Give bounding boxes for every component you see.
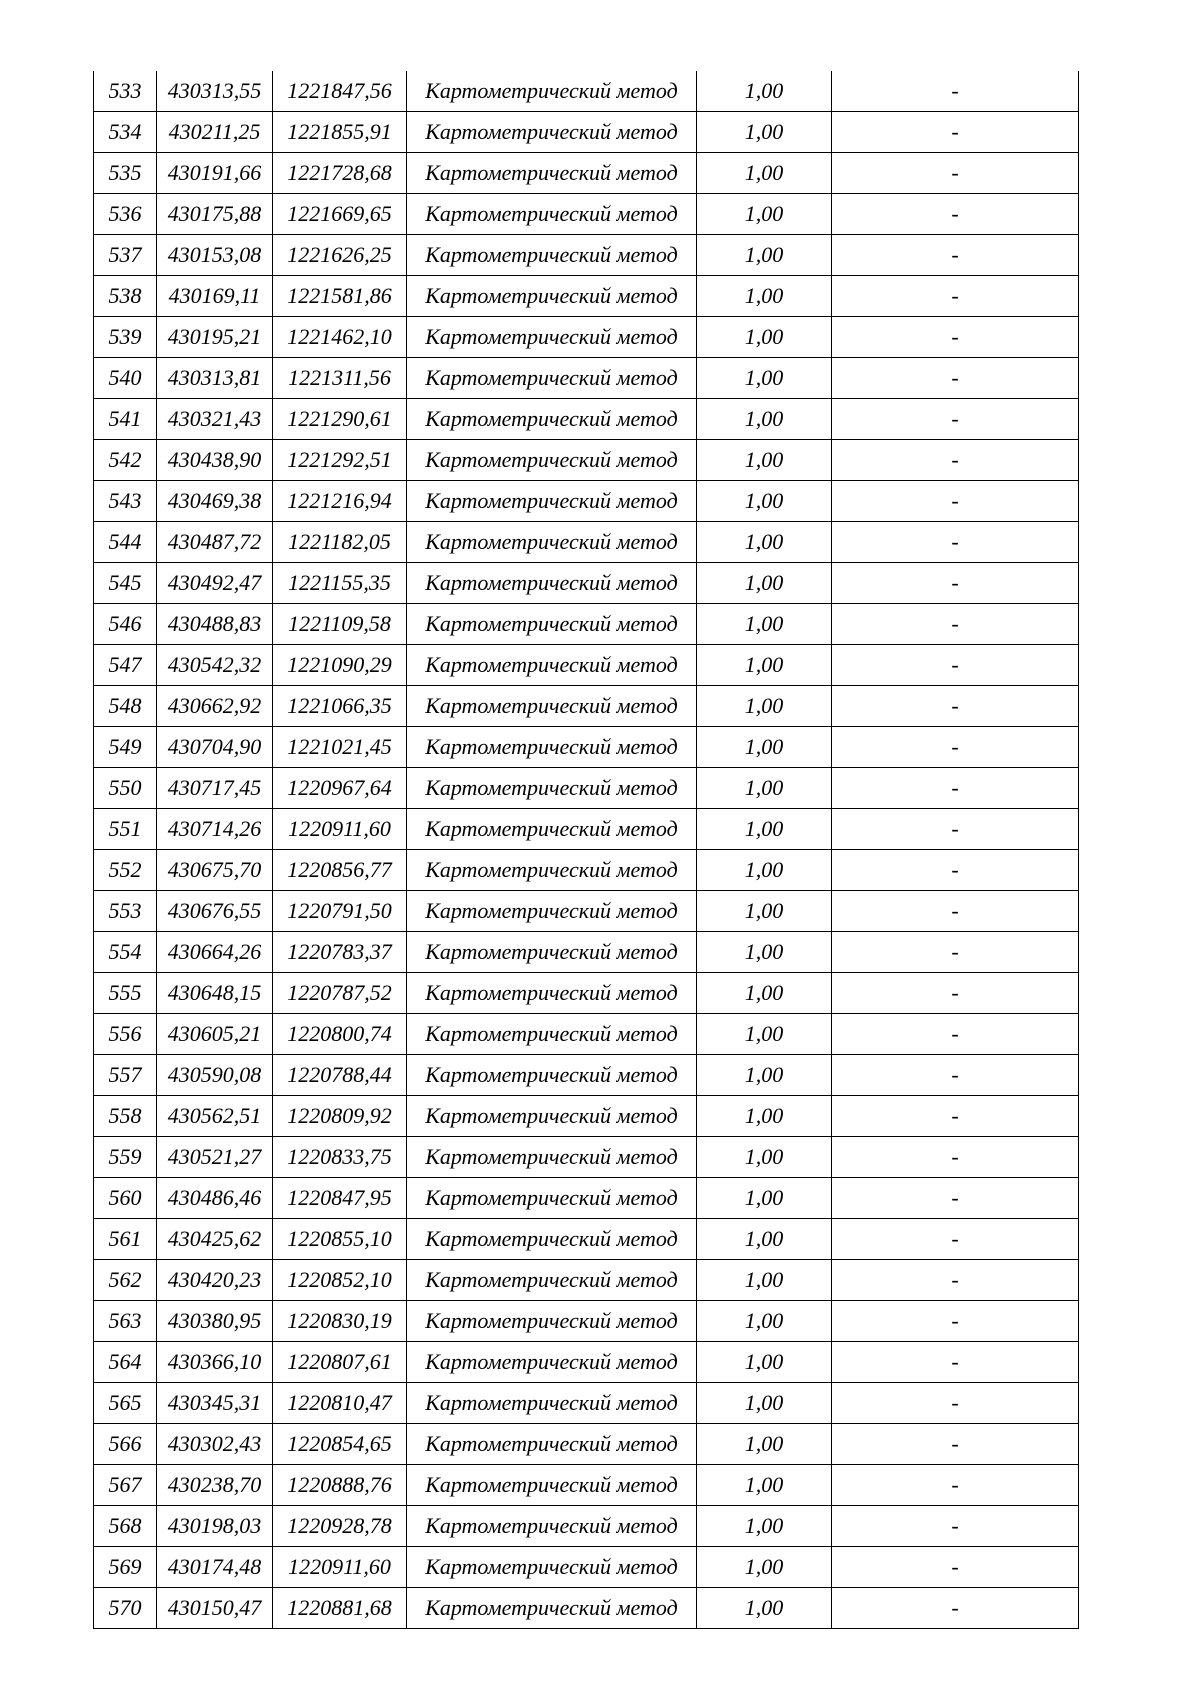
accuracy-cell: 1,00	[697, 1055, 832, 1096]
accuracy-cell: 1,00	[697, 973, 832, 1014]
point-number-cell: 550	[94, 768, 157, 809]
point-number-cell: 536	[94, 194, 157, 235]
x-coordinate-cell: 430542,32	[157, 645, 273, 686]
y-coordinate-cell: 1220928,78	[273, 1506, 407, 1547]
point-number-cell: 535	[94, 153, 157, 194]
point-number-cell: 540	[94, 358, 157, 399]
x-coordinate-cell: 430191,66	[157, 153, 273, 194]
method-cell: Картометрический метод	[407, 481, 697, 522]
accuracy-cell: 1,00	[697, 686, 832, 727]
table-row	[94, 1301, 1079, 1342]
method-cell: Картометрический метод	[407, 686, 697, 727]
method-cell: Картометрический метод	[407, 1301, 697, 1342]
accuracy-cell: 1,00	[697, 71, 832, 112]
method-cell: Картометрический метод	[407, 1383, 697, 1424]
method-cell: Картометрический метод	[407, 1424, 697, 1465]
point-number-cell: 546	[94, 604, 157, 645]
y-coordinate-cell: 1221090,29	[273, 645, 407, 686]
table-row	[94, 481, 1079, 522]
table-row	[94, 809, 1079, 850]
table-row	[94, 71, 1079, 112]
y-coordinate-cell: 1220881,68	[273, 1588, 407, 1629]
point-number-cell: 539	[94, 317, 157, 358]
x-coordinate-cell: 430487,72	[157, 522, 273, 563]
point-number-cell: 554	[94, 932, 157, 973]
point-number-cell: 533	[94, 71, 157, 112]
y-coordinate-cell: 1220791,50	[273, 891, 407, 932]
y-coordinate-cell: 1221155,35	[273, 563, 407, 604]
coordinates-table	[93, 71, 1079, 1629]
accuracy-cell: 1,00	[697, 768, 832, 809]
point-number-cell: 563	[94, 1301, 157, 1342]
point-number-cell: 558	[94, 1096, 157, 1137]
table-row	[94, 1096, 1079, 1137]
accuracy-cell: 1,00	[697, 522, 832, 563]
table-row	[94, 235, 1079, 276]
table-row	[94, 1055, 1079, 1096]
point-number-cell: 541	[94, 399, 157, 440]
point-number-cell: 559	[94, 1137, 157, 1178]
method-cell: Картометрический метод	[407, 1055, 697, 1096]
method-cell: Картометрический метод	[407, 276, 697, 317]
description-cell: -	[832, 1424, 1079, 1465]
table-row	[94, 1342, 1079, 1383]
accuracy-cell: 1,00	[697, 1137, 832, 1178]
x-coordinate-cell: 430169,11	[157, 276, 273, 317]
method-cell: Картометрический метод	[407, 1014, 697, 1055]
accuracy-cell: 1,00	[697, 645, 832, 686]
x-coordinate-cell: 430302,43	[157, 1424, 273, 1465]
description-cell: -	[832, 481, 1079, 522]
y-coordinate-cell: 1220807,61	[273, 1342, 407, 1383]
x-coordinate-cell: 430714,26	[157, 809, 273, 850]
description-cell: -	[832, 358, 1079, 399]
description-cell: -	[832, 317, 1079, 358]
table-row	[94, 1219, 1079, 1260]
accuracy-cell: 1,00	[697, 932, 832, 973]
point-number-cell: 565	[94, 1383, 157, 1424]
accuracy-cell: 1,00	[697, 358, 832, 399]
method-cell: Картометрический метод	[407, 1506, 697, 1547]
x-coordinate-cell: 430469,38	[157, 481, 273, 522]
y-coordinate-cell: 1221311,56	[273, 358, 407, 399]
x-coordinate-cell: 430425,62	[157, 1219, 273, 1260]
point-number-cell: 569	[94, 1547, 157, 1588]
method-cell: Картометрический метод	[407, 645, 697, 686]
table-row	[94, 850, 1079, 891]
description-cell: -	[832, 1547, 1079, 1588]
point-number-cell: 556	[94, 1014, 157, 1055]
method-cell: Картометрический метод	[407, 1219, 697, 1260]
accuracy-cell: 1,00	[697, 1014, 832, 1055]
x-coordinate-cell: 430150,47	[157, 1588, 273, 1629]
table-row	[94, 645, 1079, 686]
point-number-cell: 564	[94, 1342, 157, 1383]
x-coordinate-cell: 430648,15	[157, 973, 273, 1014]
point-number-cell: 567	[94, 1465, 157, 1506]
x-coordinate-cell: 430153,08	[157, 235, 273, 276]
point-number-cell: 549	[94, 727, 157, 768]
method-cell: Картометрический метод	[407, 891, 697, 932]
x-coordinate-cell: 430198,03	[157, 1506, 273, 1547]
description-cell: -	[832, 1137, 1079, 1178]
y-coordinate-cell: 1220847,95	[273, 1178, 407, 1219]
y-coordinate-cell: 1220856,77	[273, 850, 407, 891]
description-cell: -	[832, 891, 1079, 932]
accuracy-cell: 1,00	[697, 1547, 832, 1588]
x-coordinate-cell: 430211,25	[157, 112, 273, 153]
point-number-cell: 560	[94, 1178, 157, 1219]
y-coordinate-cell: 1220854,65	[273, 1424, 407, 1465]
accuracy-cell: 1,00	[697, 276, 832, 317]
table-row	[94, 604, 1079, 645]
point-number-cell: 566	[94, 1424, 157, 1465]
method-cell: Картометрический метод	[407, 194, 697, 235]
point-number-cell: 562	[94, 1260, 157, 1301]
table-row	[94, 153, 1079, 194]
y-coordinate-cell: 1220810,47	[273, 1383, 407, 1424]
description-cell: -	[832, 973, 1079, 1014]
accuracy-cell: 1,00	[697, 1342, 832, 1383]
x-coordinate-cell: 430717,45	[157, 768, 273, 809]
description-cell: -	[832, 563, 1079, 604]
description-cell: -	[832, 850, 1079, 891]
point-number-cell: 561	[94, 1219, 157, 1260]
accuracy-cell: 1,00	[697, 850, 832, 891]
x-coordinate-cell: 430313,55	[157, 71, 273, 112]
table-row	[94, 768, 1079, 809]
accuracy-cell: 1,00	[697, 1588, 832, 1629]
method-cell: Картометрический метод	[407, 1137, 697, 1178]
description-cell: -	[832, 604, 1079, 645]
y-coordinate-cell: 1220787,52	[273, 973, 407, 1014]
accuracy-cell: 1,00	[697, 481, 832, 522]
y-coordinate-cell: 1220852,10	[273, 1260, 407, 1301]
table-row	[94, 522, 1079, 563]
description-cell: -	[832, 1096, 1079, 1137]
accuracy-cell: 1,00	[697, 112, 832, 153]
table-row	[94, 563, 1079, 604]
point-number-cell: 543	[94, 481, 157, 522]
method-cell: Картометрический метод	[407, 809, 697, 850]
description-cell: -	[832, 1506, 1079, 1547]
table-row	[94, 1014, 1079, 1055]
y-coordinate-cell: 1220911,60	[273, 1547, 407, 1588]
y-coordinate-cell: 1220783,37	[273, 932, 407, 973]
point-number-cell: 538	[94, 276, 157, 317]
description-cell: -	[832, 399, 1079, 440]
description-cell: -	[832, 932, 1079, 973]
method-cell: Картометрический метод	[407, 1588, 697, 1629]
accuracy-cell: 1,00	[697, 604, 832, 645]
method-cell: Картометрический метод	[407, 522, 697, 563]
table-row	[94, 112, 1079, 153]
y-coordinate-cell: 1221292,51	[273, 440, 407, 481]
table-row	[94, 1383, 1079, 1424]
accuracy-cell: 1,00	[697, 1465, 832, 1506]
point-number-cell: 542	[94, 440, 157, 481]
table-row	[94, 932, 1079, 973]
point-number-cell: 553	[94, 891, 157, 932]
x-coordinate-cell: 430380,95	[157, 1301, 273, 1342]
description-cell: -	[832, 1342, 1079, 1383]
y-coordinate-cell: 1220830,19	[273, 1301, 407, 1342]
method-cell: Картометрический метод	[407, 1342, 697, 1383]
x-coordinate-cell: 430492,47	[157, 563, 273, 604]
method-cell: Картометрический метод	[407, 440, 697, 481]
description-cell: -	[832, 1301, 1079, 1342]
method-cell: Картометрический метод	[407, 563, 697, 604]
x-coordinate-cell: 430562,51	[157, 1096, 273, 1137]
method-cell: Картометрический метод	[407, 932, 697, 973]
y-coordinate-cell: 1220800,74	[273, 1014, 407, 1055]
description-cell: -	[832, 153, 1079, 194]
description-cell: -	[832, 276, 1079, 317]
y-coordinate-cell: 1221182,05	[273, 522, 407, 563]
description-cell: -	[832, 768, 1079, 809]
x-coordinate-cell: 430321,43	[157, 399, 273, 440]
accuracy-cell: 1,00	[697, 1260, 832, 1301]
x-coordinate-cell: 430366,10	[157, 1342, 273, 1383]
description-cell: -	[832, 1260, 1079, 1301]
y-coordinate-cell: 1221847,56	[273, 71, 407, 112]
point-number-cell: 548	[94, 686, 157, 727]
x-coordinate-cell: 430345,31	[157, 1383, 273, 1424]
y-coordinate-cell: 1221581,86	[273, 276, 407, 317]
y-coordinate-cell: 1221728,68	[273, 153, 407, 194]
description-cell: -	[832, 1465, 1079, 1506]
x-coordinate-cell: 430590,08	[157, 1055, 273, 1096]
x-coordinate-cell: 430313,81	[157, 358, 273, 399]
point-number-cell: 552	[94, 850, 157, 891]
table-row	[94, 440, 1079, 481]
point-number-cell: 555	[94, 973, 157, 1014]
description-cell: -	[832, 645, 1079, 686]
accuracy-cell: 1,00	[697, 440, 832, 481]
y-coordinate-cell: 1220833,75	[273, 1137, 407, 1178]
accuracy-cell: 1,00	[697, 891, 832, 932]
method-cell: Картометрический метод	[407, 604, 697, 645]
y-coordinate-cell: 1220888,76	[273, 1465, 407, 1506]
point-number-cell: 544	[94, 522, 157, 563]
x-coordinate-cell: 430174,48	[157, 1547, 273, 1588]
table-row	[94, 686, 1079, 727]
y-coordinate-cell: 1220911,60	[273, 809, 407, 850]
method-cell: Картометрический метод	[407, 153, 697, 194]
method-cell: Картометрический метод	[407, 71, 697, 112]
accuracy-cell: 1,00	[697, 727, 832, 768]
method-cell: Картометрический метод	[407, 1465, 697, 1506]
y-coordinate-cell: 1221021,45	[273, 727, 407, 768]
table-row	[94, 1178, 1079, 1219]
accuracy-cell: 1,00	[697, 563, 832, 604]
x-coordinate-cell: 430486,46	[157, 1178, 273, 1219]
method-cell: Картометрический метод	[407, 1547, 697, 1588]
y-coordinate-cell: 1220788,44	[273, 1055, 407, 1096]
description-cell: -	[832, 440, 1079, 481]
table-row	[94, 194, 1079, 235]
x-coordinate-cell: 430662,92	[157, 686, 273, 727]
table-row	[94, 1506, 1079, 1547]
point-number-cell: 551	[94, 809, 157, 850]
y-coordinate-cell: 1221109,58	[273, 604, 407, 645]
table-row	[94, 973, 1079, 1014]
x-coordinate-cell: 430704,90	[157, 727, 273, 768]
description-cell: -	[832, 194, 1079, 235]
method-cell: Картометрический метод	[407, 768, 697, 809]
method-cell: Картометрический метод	[407, 112, 697, 153]
description-cell: -	[832, 71, 1079, 112]
x-coordinate-cell: 430676,55	[157, 891, 273, 932]
method-cell: Картометрический метод	[407, 1260, 697, 1301]
description-cell: -	[832, 1014, 1079, 1055]
y-coordinate-cell: 1221462,10	[273, 317, 407, 358]
y-coordinate-cell: 1221626,25	[273, 235, 407, 276]
x-coordinate-cell: 430195,21	[157, 317, 273, 358]
y-coordinate-cell: 1220809,92	[273, 1096, 407, 1137]
point-number-cell: 545	[94, 563, 157, 604]
y-coordinate-cell: 1220967,64	[273, 768, 407, 809]
method-cell: Картометрический метод	[407, 235, 697, 276]
description-cell: -	[832, 809, 1079, 850]
accuracy-cell: 1,00	[697, 399, 832, 440]
accuracy-cell: 1,00	[697, 1178, 832, 1219]
accuracy-cell: 1,00	[697, 194, 832, 235]
x-coordinate-cell: 430488,83	[157, 604, 273, 645]
method-cell: Картометрический метод	[407, 317, 697, 358]
accuracy-cell: 1,00	[697, 1506, 832, 1547]
y-coordinate-cell: 1221066,35	[273, 686, 407, 727]
accuracy-cell: 1,00	[697, 235, 832, 276]
x-coordinate-cell: 430664,26	[157, 932, 273, 973]
point-number-cell: 568	[94, 1506, 157, 1547]
y-coordinate-cell: 1221669,65	[273, 194, 407, 235]
x-coordinate-cell: 430521,27	[157, 1137, 273, 1178]
table-row	[94, 399, 1079, 440]
point-number-cell: 557	[94, 1055, 157, 1096]
point-number-cell: 537	[94, 235, 157, 276]
x-coordinate-cell: 430238,70	[157, 1465, 273, 1506]
method-cell: Картометрический метод	[407, 1096, 697, 1137]
method-cell: Картометрический метод	[407, 358, 697, 399]
method-cell: Картометрический метод	[407, 850, 697, 891]
table-row	[94, 1424, 1079, 1465]
description-cell: -	[832, 235, 1079, 276]
method-cell: Картометрический метод	[407, 1178, 697, 1219]
accuracy-cell: 1,00	[697, 317, 832, 358]
table-row	[94, 276, 1079, 317]
description-cell: -	[832, 1588, 1079, 1629]
x-coordinate-cell: 430420,23	[157, 1260, 273, 1301]
table-row	[94, 1260, 1079, 1301]
table-row	[94, 1137, 1079, 1178]
accuracy-cell: 1,00	[697, 1219, 832, 1260]
accuracy-cell: 1,00	[697, 1301, 832, 1342]
table-row	[94, 1588, 1079, 1629]
accuracy-cell: 1,00	[697, 153, 832, 194]
description-cell: -	[832, 1383, 1079, 1424]
table-row	[94, 358, 1079, 399]
description-cell: -	[832, 1219, 1079, 1260]
y-coordinate-cell: 1220855,10	[273, 1219, 407, 1260]
table-row	[94, 891, 1079, 932]
accuracy-cell: 1,00	[697, 809, 832, 850]
x-coordinate-cell: 430605,21	[157, 1014, 273, 1055]
coordinates-table-body	[94, 71, 1079, 1629]
accuracy-cell: 1,00	[697, 1383, 832, 1424]
method-cell: Картометрический метод	[407, 973, 697, 1014]
accuracy-cell: 1,00	[697, 1424, 832, 1465]
y-coordinate-cell: 1221855,91	[273, 112, 407, 153]
table-row	[94, 1465, 1079, 1506]
point-number-cell: 570	[94, 1588, 157, 1629]
table-row	[94, 1547, 1079, 1588]
description-cell: -	[832, 1055, 1079, 1096]
table-row	[94, 727, 1079, 768]
accuracy-cell: 1,00	[697, 1096, 832, 1137]
x-coordinate-cell: 430175,88	[157, 194, 273, 235]
table-row	[94, 317, 1079, 358]
y-coordinate-cell: 1221216,94	[273, 481, 407, 522]
point-number-cell: 547	[94, 645, 157, 686]
description-cell: -	[832, 522, 1079, 563]
description-cell: -	[832, 1178, 1079, 1219]
method-cell: Картометрический метод	[407, 727, 697, 768]
x-coordinate-cell: 430438,90	[157, 440, 273, 481]
method-cell: Картометрический метод	[407, 399, 697, 440]
y-coordinate-cell: 1221290,61	[273, 399, 407, 440]
description-cell: -	[832, 112, 1079, 153]
description-cell: -	[832, 727, 1079, 768]
description-cell: -	[832, 686, 1079, 727]
point-number-cell: 534	[94, 112, 157, 153]
x-coordinate-cell: 430675,70	[157, 850, 273, 891]
